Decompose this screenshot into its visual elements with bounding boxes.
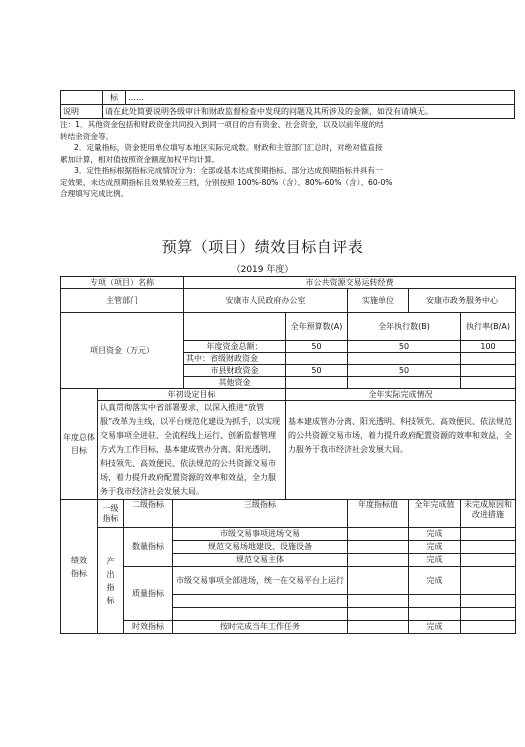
page-title: 预算（项目）绩效目标自评表: [161, 238, 364, 256]
table-row: [61, 500, 516, 528]
indicator-name: 规范交易主体: [173, 554, 348, 567]
quality-label: 质量指标: [124, 567, 173, 621]
goals-label: 年度总体目标: [61, 389, 98, 500]
dept-value: 安康市人民政府办公室: [184, 289, 348, 313]
indicator-reason: [461, 554, 516, 567]
fund-row-exec: 50: [348, 341, 461, 353]
fund-row-rate: [461, 353, 516, 365]
audit-table: [60, 90, 515, 119]
indicator-name: [173, 595, 348, 608]
indicator-name: 按时完成当年工作任务: [173, 621, 348, 634]
indicator-name: [173, 608, 348, 621]
indicator-name: 市级交易事项全部进场，统一在交易平台上运行: [173, 567, 348, 595]
fund-row-name: 市县财政资金: [184, 365, 286, 377]
notes: [60, 119, 515, 200]
indicator-actual: 完成: [409, 554, 461, 567]
indicator-actual: [409, 595, 461, 608]
note-line: 合理填写完成比例。: [60, 189, 129, 198]
indicator-target: [348, 567, 409, 595]
level3-header: 三级指标: [173, 500, 348, 528]
project-label: 专项（项目）名称: [61, 277, 184, 289]
year-label: （2019 年度）: [231, 265, 294, 275]
indicator-actual: 完成: [409, 567, 461, 595]
level1-header: 一级指标: [98, 500, 124, 528]
table-row: [61, 91, 515, 105]
indicator-actual: 完成: [409, 621, 461, 634]
indicator-target: [348, 595, 409, 608]
note-line: 转结余资金等。: [60, 131, 114, 141]
rate-header: 执行率(B/A): [461, 313, 516, 341]
indicator-name: 市级交易事项进场交易: [173, 528, 348, 541]
fund-row-budget: [286, 353, 348, 365]
table-cell: ……: [126, 91, 515, 105]
table-row: [61, 389, 516, 401]
initial-goal-header: 年初设定目标: [98, 389, 286, 401]
indicator-reason: [461, 528, 516, 541]
fund-row-exec: [348, 377, 461, 389]
fund-row-rate: [461, 377, 516, 389]
fund-row-budget: 50: [286, 365, 348, 377]
indicators-label: 绩效指标: [61, 500, 98, 634]
indicator-actual: [409, 608, 461, 621]
actual-header: 全年完成值: [409, 500, 461, 528]
project-value: 市公共资源交易运转经费: [184, 277, 516, 289]
indicator-reason: [461, 567, 516, 595]
budget-header: 全年预算数(A): [286, 313, 348, 341]
evaluation-table: [60, 276, 516, 634]
table-row: [61, 313, 516, 341]
indicator-name: 规范交易场地建设、设施设备: [173, 541, 348, 554]
fund-row-name: 其他资金: [184, 377, 286, 389]
indicator-actual: 完成: [409, 528, 461, 541]
impl-value: 安康市政务服务中心: [409, 289, 516, 313]
indicator-target: [348, 541, 409, 554]
exec-header: 全年执行数(B): [348, 313, 461, 341]
table-row: [61, 277, 516, 289]
table-row: [61, 621, 516, 634]
note-line: 累加计算，相对值按照资金额度加权平均计算。: [60, 154, 220, 164]
fund-row-exec: [348, 353, 461, 365]
indicator-reason: [461, 541, 516, 554]
quantity-label: 数量指标: [124, 528, 173, 567]
target-header: 年度指标值: [348, 500, 409, 528]
note-line: 3．定性指标根据指标完成情况分为：全部或基本达成预期指标、部分达成预期指标并具有一: [74, 166, 383, 175]
level2-header: 二级指标: [124, 500, 173, 528]
fund-row-budget: 50: [286, 341, 348, 353]
table-row: [61, 528, 516, 541]
table-row: [61, 567, 516, 595]
fund-row-name: 其中：省级财政资金: [184, 353, 286, 365]
fund-row-rate: [461, 365, 516, 377]
output-label: 产出指标: [98, 528, 124, 634]
fund-row-name: 年度资金总额：: [184, 341, 286, 353]
impl-label: 实施单位: [348, 289, 409, 313]
reason-header: 未完成原因和改进措施: [461, 500, 516, 528]
timeliness-label: 时效指标: [124, 621, 173, 634]
table-row: [61, 289, 516, 313]
fund-row-budget: [286, 377, 348, 389]
indicator-actual: 完成: [409, 541, 461, 554]
actual-goal-header: 全年实际完成情况: [286, 389, 516, 401]
indicator-reason: [461, 621, 516, 634]
indicator-reason: [461, 595, 516, 608]
indicator-reason: [461, 608, 516, 621]
note-line: 2．定量指标，资金使用单位填写本地区实际完成数。财政和主管部门汇总时，对绝对值直接: [74, 143, 383, 152]
actual-goal-text: 基本建成管办分离、阳光透明、科技领先、高效便民、依法规范的公共资源交易市场，着力提升政府配置资源的效率和效益，全力服务于我市经济社会发展大局。: [286, 401, 516, 500]
table-row: [61, 401, 516, 500]
indicator-target: [348, 554, 409, 567]
indicator-target: [348, 528, 409, 541]
funds-label: 项目资金（万元）: [61, 313, 184, 389]
indicator-target: [348, 608, 409, 621]
indicator-target: [348, 621, 409, 634]
dept-label: 主管部门: [61, 289, 184, 313]
note-line: 注：1．其他资金包括和财政资金共同投入到同一项目的自有资金、社会资金，以及以前年度的结: [60, 120, 384, 129]
table-cell: 请在此处简要说明各级审计和财政监督检查中发现的问题及其所涉及的金额，如没有请填无。: [103, 105, 515, 119]
table-cell: 标: [103, 91, 126, 105]
table-cell: [61, 91, 103, 105]
table-cell: 说明: [61, 105, 103, 119]
initial-goal-text: 认真贯彻落实中省部署要求，以深入推进“放管服”改革为主线，以平台规范化建设为抓手，以实现交易事项全进驻、全流程线上运行、创新监督管理方式为工作目标，基本建成管办分离、阳光透明、科技领先、高效便民、依法规范的公共资源交易市场，着力提升政府配置资源的效率和效益，全力服务于我市经济社会发展大局。: [98, 401, 286, 500]
fund-row-exec: 50: [348, 365, 461, 377]
note-line: 定效果、未达成预期指标且效果较差三档，分别按照 100%-80%（含）、80%-60%（含）、60-0%: [60, 177, 393, 187]
fund-row-rate: 100: [461, 341, 516, 353]
table-cell: [184, 313, 286, 341]
table-row: [61, 105, 515, 119]
